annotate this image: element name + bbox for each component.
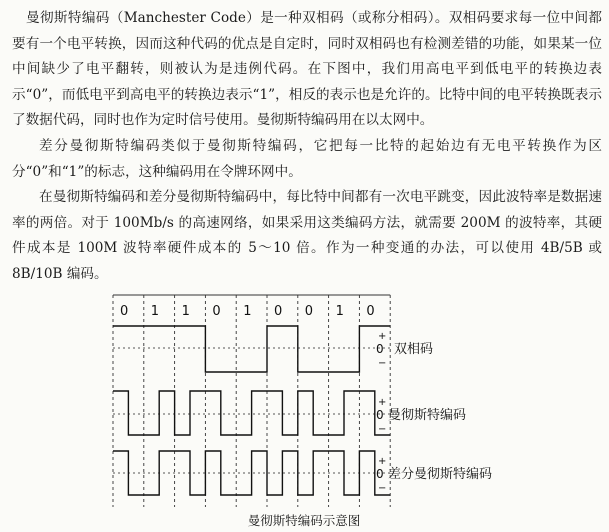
minus-level-sign: − — [378, 358, 387, 369]
bit-value-label: 1 — [150, 304, 160, 319]
figure-caption: 曼彻斯特编码示意图 — [247, 513, 361, 528]
bit-value-label: 0 — [212, 304, 221, 319]
minus-level-sign: − — [378, 424, 387, 435]
bit-value-label: 0 — [304, 304, 314, 319]
row-label: 曼彻斯特编码 — [388, 408, 467, 423]
zero-level-sign: 0 — [376, 342, 384, 356]
bit-value-label: 1 — [181, 304, 190, 319]
bit-value-label: 1 — [243, 304, 252, 319]
row-label: 差分曼彻斯特编码 — [388, 467, 493, 482]
waveform-2 — [113, 391, 390, 435]
row-label: 双相码 — [394, 342, 434, 357]
body-text — [12, 6, 602, 288]
minus-level-sign: − — [378, 483, 387, 494]
plus-level-sign: + — [378, 331, 387, 342]
plus-level-sign: + — [378, 456, 387, 467]
plus-level-sign: + — [378, 397, 387, 408]
zero-level-sign: 0 — [376, 408, 384, 422]
bit-value-label: 0 — [274, 304, 283, 319]
bit-value-label: 0 — [366, 304, 375, 319]
encoding-diagram — [0, 285, 609, 532]
paragraph-manchester-intro: 曼彻斯特编码（Manchester Code）是一种双相码（或称分相码）。双相码要求每一位中间都要有一个电平转换，因而这种代码的优点是自定时，同时双相码也有检测差错的功能，如果某一位中间缺少了电平翻转，则被认为是违例代码。在下图中，我们用高电平到低电平的转换边表示“0”，而低电平到高电平的转换边表示“1”，相反的表示也是允许的。比特中间的电平转换既表示了数据代码，同时也作为定时信号使用。曼彻斯特编码用在以太网中。 — [12, 10, 602, 129]
zero-level-sign: 0 — [376, 467, 384, 481]
waveform-1 — [113, 326, 390, 372]
paragraph-differential-manchester: 差分曼彻斯特编码类似于曼彻斯特编码，它把每一比特的起始边有无电平转换作为区分“0”和“1”的标志，这种编码用在令牌环网中。 — [12, 137, 602, 180]
encoding-figure — [0, 285, 609, 532]
bit-value-label: 1 — [335, 304, 344, 319]
paragraph-baud-rate: 在曼彻斯特编码和差分曼彻斯特编码中，每比特中间都有一次电平跳变，因此波特率是数据速率的两倍。对于 100Mb/s 的高速网络，如果采用这类编码方法，就需要 200M 的波特率，其硬件成本是 100M 波特率硬件成本的 5～10 倍。作为一种变通的办法，可以使用 4B/5B 或 8B/10B 编码。 — [12, 189, 602, 282]
bit-value-label: 0 — [120, 304, 129, 319]
